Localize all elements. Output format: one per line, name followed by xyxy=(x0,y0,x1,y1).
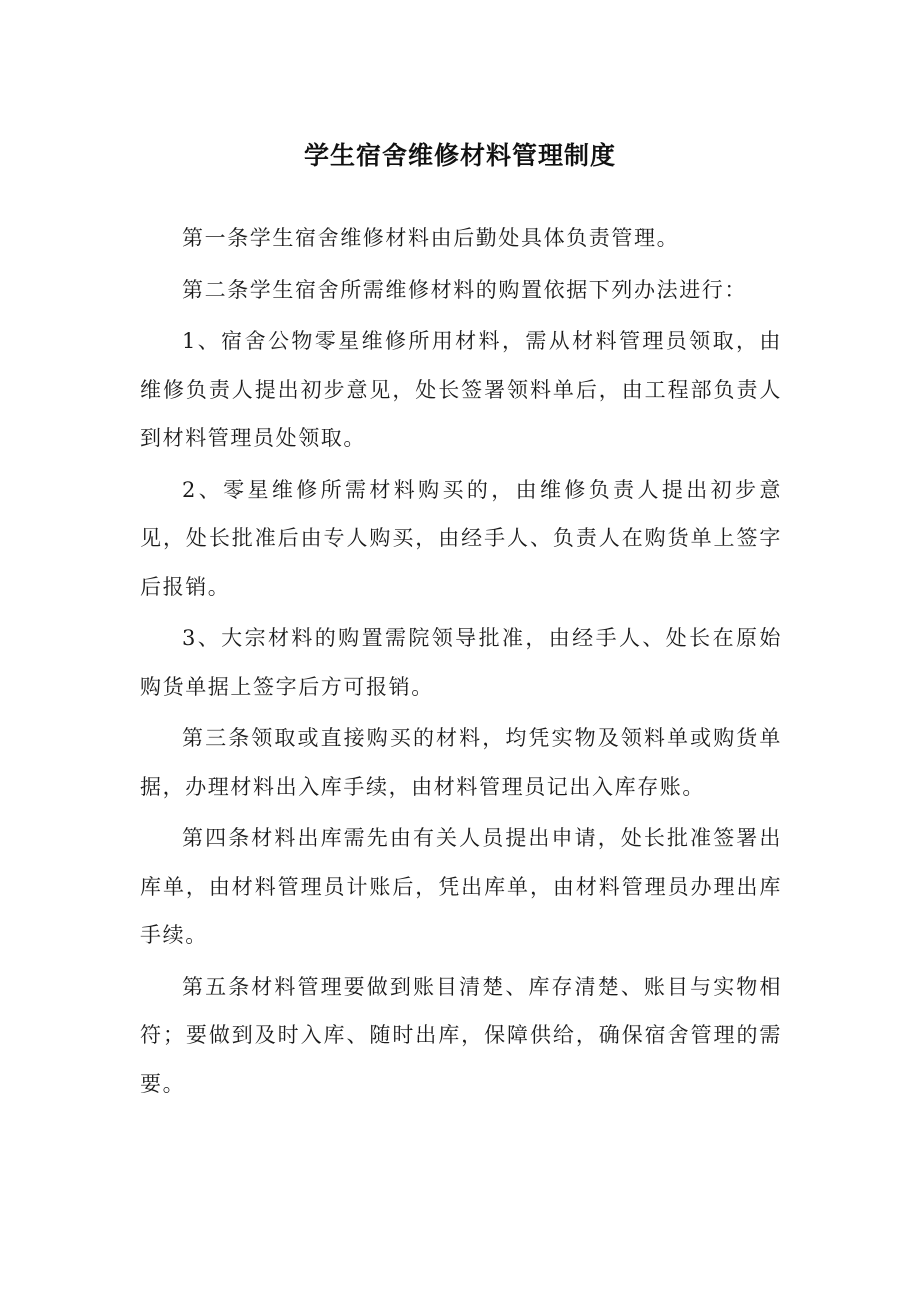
paragraph-item-3: 3、大宗材料的购置需院领导批准，由经手人、处长在原始购货单据上签字后方可报销。 xyxy=(140,626,782,699)
paragraph-article-4: 第四条材料出库需先由有关人员提出申请，处长批准签署出库单，由材料管理员计账后，凭出库单，由材料管理员办理出库手续。 xyxy=(140,826,782,947)
paragraph-item-2: 2、零星维修所需材料购买的，由维修负责人提出初步意见，处长批准后由专人购买，由经手人、负责人在购货单上签字后报销。 xyxy=(140,477,782,599)
paragraph-item-1: 1、宿舍公物零星维修所用材料，需从材料管理员领取，由维修负责人提出初步意见，处长签署领料单后，由工程部负责人到材料管理员处领取。 xyxy=(140,329,782,450)
paragraph-article-3: 第三条领取或直接购买的材料，均凭实物及领料单或购货单据，办理材料出入库手续，由材料管理员记出入库存账。 xyxy=(140,726,782,799)
paragraph-article-2: 第二条学生宿舍所需维修材料的购置依据下列办法进行： xyxy=(182,277,747,302)
document-body xyxy=(140,214,782,1111)
document-title: 学生宿舍维修材料管理制度 xyxy=(303,141,616,170)
paragraph-article-1: 第一条学生宿舍维修材料由后勤处具体负责管理。 xyxy=(182,226,680,250)
paragraph-article-5: 第五条材料管理要做到账目清楚、库存清楚、账目与实物相符；要做到及时入库、随时出库，保障供给，确保宿舍管理的需要。 xyxy=(140,974,782,1096)
